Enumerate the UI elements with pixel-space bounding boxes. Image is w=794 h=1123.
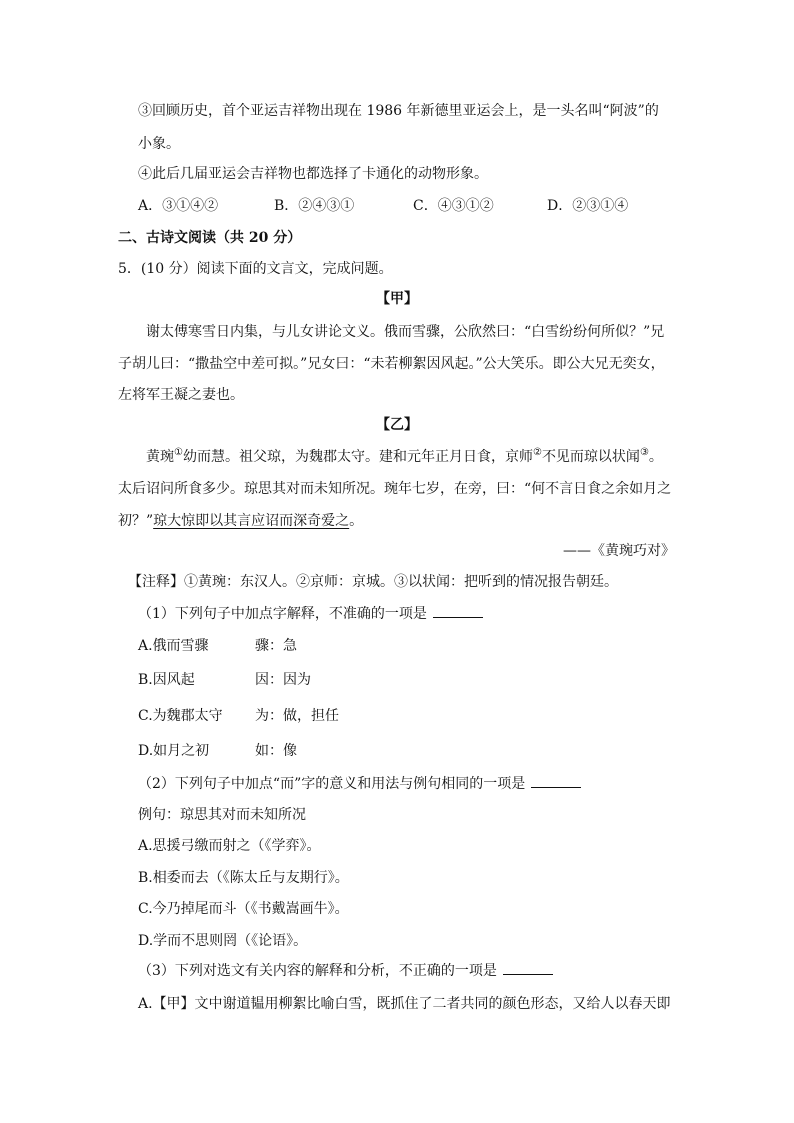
passage-yi-text-1b: 幼而慧。祖父琼，为魏郡太守。建和元年正月日食，京师 [182, 449, 533, 465]
passage-yi-line-3 [118, 511, 363, 531]
passage-jia-line-2: 子胡儿曰：“撒盐空中差可拟。”兄女曰：“未若柳絮因风起。”公大笑乐。即公大兄无奕女， [118, 356, 665, 372]
passage-yi-text-3b: 。 [349, 513, 364, 529]
underlined-sentence: 琼大惊即以其言应诏而深奇爱之 [153, 513, 350, 529]
option-a: A．③①④② [138, 198, 219, 214]
sub-question-2-stem [138, 774, 581, 794]
annotation-note: 【注释】①黄琬：东汉人。②京师：京城。③以状闻：把听到的情况报告朝廷。 [128, 574, 618, 590]
passage-jia-line-1: 谢太傅寒雪日内集，与儿女讲论文义。俄而雪骤，公欣然曰：“白雪纷纷何所似？”兄 [146, 324, 665, 340]
item-4: ④此后几届亚运会吉祥物也都选择了卡通化的动物形象。 [138, 166, 488, 182]
sub1-option-a-gloss: 骤：急 [255, 638, 297, 654]
option-d: D．②③①④ [547, 198, 629, 214]
sub-question-3-text: （3）下列对选文有关内容的解释和分析，不正确的一项是 [138, 963, 497, 979]
sub1-option-b-gloss: 因：因为 [255, 672, 311, 688]
sub1-option-d-gloss: 如：像 [255, 743, 297, 759]
sub1-option-c-phrase: C.为魏郡太守 [138, 708, 223, 724]
option-c: C．④③①② [413, 198, 494, 214]
answer-blank-1[interactable] [433, 605, 483, 618]
sub1-option-b-phrase: B.因风起 [138, 672, 195, 688]
passage-jia-line-3: 左将军王凝之妻也。 [118, 387, 244, 403]
passage-yi-text-1c: 不见而琼以状闻 [541, 449, 640, 465]
option-b: B．②④③① [274, 198, 355, 214]
answer-blank-3[interactable] [503, 962, 553, 975]
sub2-option-d: D.学而不思则罔（《论语》。 [138, 933, 308, 949]
passage-yi-text-1d: 。 [648, 449, 663, 465]
passage-yi-line-1: 黄琬①幼而慧。祖父琼，为魏郡太守。建和元年正月日食，京师②不见而琼以状闻③。 [146, 447, 663, 465]
sub-question-1-stem [138, 604, 483, 624]
passage-yi-text-3a: 初？” [118, 513, 154, 529]
sub-question-2-text: （2）下列句子中加点“而”字的意义和用法与例句相同的一项是 [138, 776, 526, 792]
question-5-stem: 5．(10 分）阅读下面的文言文，完成问题。 [118, 261, 393, 277]
sub2-example: 例句：琼思其对而未知所况 [138, 807, 306, 823]
answer-blank-2[interactable] [531, 775, 581, 788]
sub-question-3-stem [138, 961, 553, 981]
sub2-option-c: C.今乃掉尾而斗（《书戴嵩画牛》。 [138, 901, 349, 917]
sub2-option-a: A.思援弓缴而射之（《学弈》。 [138, 838, 321, 854]
sub2-option-b: B.相委而去（《陈太丘与友期行》。 [138, 870, 349, 886]
sub1-option-a-phrase: A.俄而雪骤 [138, 638, 209, 654]
passage-yi-line-2: 太后诏问所食多少。琼思其对而未知所况。琬年七岁，在旁，曰：“何不言日食之余如月之 [118, 481, 672, 497]
passage-yi-heading: 【乙】 [376, 417, 418, 433]
sub1-option-c-gloss: 为：做，担任 [255, 708, 339, 724]
passage-jia-heading: 【甲】 [376, 291, 418, 307]
passage-yi-text-1a: 黄琬 [146, 449, 174, 465]
section-2-title: 二、古诗文阅读（共 20 分） [118, 230, 302, 246]
sub-question-1-text: （1）下列句子中加点字解释，不准确的一项是 [138, 606, 427, 622]
item-3-line-1: ③回顾历史，首个亚运吉祥物出现在 1986 年新德里亚运会上，是一头名叫“阿波”的 [138, 103, 659, 119]
sub1-option-d-phrase: D.如月之初 [138, 743, 210, 759]
item-3-line-2: 小象。 [138, 136, 180, 152]
sub3-option-a: A.【甲】文中谢道韫用柳絮比喻白雪，既抓住了二者共同的颜色形态，又给人以春天即 [138, 996, 671, 1012]
passage-source: ——《黄琬巧对》 [563, 543, 675, 559]
